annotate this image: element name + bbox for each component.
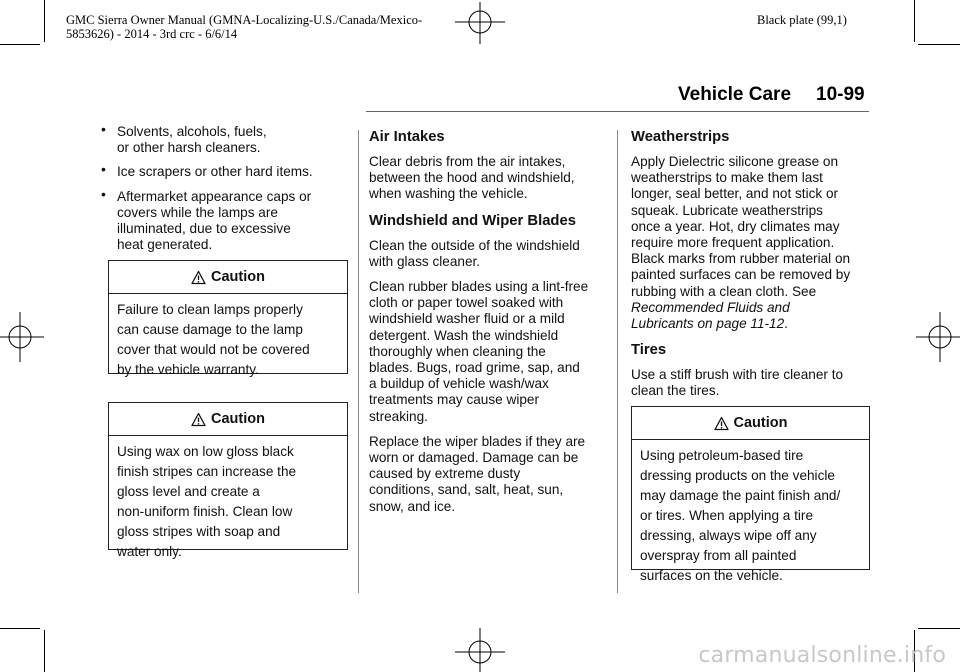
column-divider [617,130,618,593]
bullet-icon: • [101,121,106,137]
registration-mark-top [455,2,505,44]
crop-mark [44,0,45,42]
paragraph: Clean rubber blades using a lint-free cloth or paper towel soaked with windshield washer fluid or a mild detergent. Wash the windshield thoroughly when cleaning the blades. Bugs, road grime, sap, and a buildup of vehicle wash/wax treatments may cause wiper streaking. [369,279,589,424]
registration-mark-left [0,312,44,362]
column-2 [369,128,614,524]
column-1 [98,121,350,261]
crop-mark [44,630,45,672]
bullet-icon: • [101,185,106,202]
paragraph: Use a stiff brush with tire cleaner to clean the tires. [631,367,844,399]
registration-mark-right [916,312,960,362]
bullet-item: • Aftermarket appearance caps or covers while the lamps are illuminated, due to excessive heat generated. [101,185,312,253]
caution-body: Using petroleum-based tire dressing products on the vehicle may damage the paint finish and/ or tires. When applying a tire dressing, always wipe off any overspray from all painted surfaces on the vehicle. [640,448,841,583]
crop-mark [0,628,40,629]
black-plate-label: Black plate (99,1) [757,13,847,27]
print-header-line1: GMC Sierra Owner Manual (GMNA-Localizing-U.S./Canada/Mexico- [66,13,423,27]
paragraph: Apply Dielectric silicone grease on weatherstrips to make them last longer, seal better, and not stick or squeak. Lubricate weatherstrips once a year. Hot, dry climates may require more frequent application. Black marks from rubber material on painted surfaces can be removed by rubbing with a clean cloth. See Recommended Fluids and Lubricants on page 11-12. [631,154,851,332]
crop-mark [914,0,915,42]
column-divider [358,130,359,593]
section-heading: Tires [631,342,667,359]
section-heading: Windshield and Wiper Blades [369,212,576,229]
caution-body: Using wax on low gloss black finish stripes can increase the gloss level and create a non-uniform finish. Clean low gloss stripes with soap and water only. [117,444,297,559]
caution-body: Failure to clean lamps properly can cause damage to the lamp cover that would not be covered by the vehicle warranty. [117,302,310,377]
crop-mark [918,628,960,629]
print-header-line2: 5853626) - 2014 - 3rd crc - 6/6/14 [66,27,238,41]
crop-mark [918,44,960,45]
section-heading: Weatherstrips [631,129,730,145]
column-3 [631,128,876,409]
bullet-item: • Solvents, alcohols, fuels, or other harsh cleaners. [101,121,267,156]
print-header [66,13,422,41]
cross-reference-link[interactable]: Recommended Fluids and Lubricants on page 11-12 [631,299,790,332]
caution-title: Caution [109,261,347,294]
crop-mark [0,44,40,45]
paragraph: Replace the wiper blades if they are worn or damaged. Damage can be caused by extreme dusty conditions, sand, salt, heat, sun, snow, and ice. [369,433,586,514]
section-heading: Air Intakes [369,129,445,145]
paragraph: Clean the outside of the windshield with glass cleaner. [369,237,580,269]
registration-mark-bottom [455,628,505,672]
caution-icon [714,416,729,431]
header-rule [366,111,869,112]
caution-icon [191,412,206,427]
caution-title: Caution [632,407,869,440]
caution-box [108,402,348,559]
caution-icon [191,270,206,285]
page-title: Vehicle Care [678,84,792,105]
bullet-icon: • [101,161,106,178]
caution-box [631,406,870,583]
bullet-item: • Ice scrapers or other hard items. [101,161,313,180]
caution-box [108,260,348,377]
page-number: 10-99 [816,84,865,105]
paragraph: Clear debris from the air intakes, between the hood and windshield, when washing the vehicle. [369,154,575,202]
caution-title: Caution [109,403,347,436]
watermark: carmanualsonline.info [698,643,946,668]
